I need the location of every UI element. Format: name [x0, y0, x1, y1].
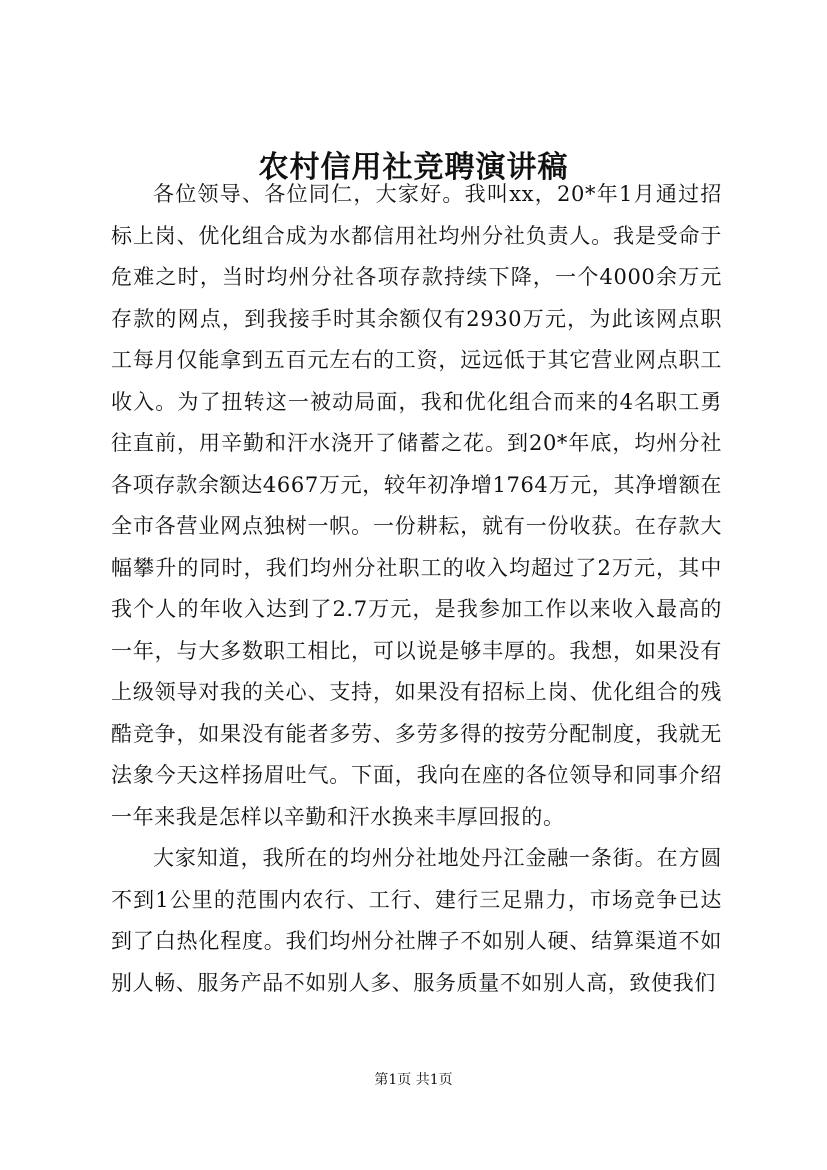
paragraph-2: 大家知道，我所在的均州分社地处丹江金融一条街。在方圆不到1公里的范围内农行、工行、建行三足鼎力，市场竞争已达到了白热化程度。我们均州分社牌子不如别人硬、结算渠道不如别人畅、服务产品不如别人多、服务质量不如别人高，致使我们 [111, 846, 722, 995]
page-footer: 第1页 共1页 [374, 1072, 453, 1088]
document-title: 农村信用社竞聘演讲稿 [258, 150, 569, 185]
paragraph-1: 各位领导、各位同仁，大家好。我叫xx，20*年1月通过招标上岗、优化组合成为水都信用社均州分社负责人。我是受命于危难之时，当时均州分社各项存款持续下降，一个4000余万元存款的网点，到我接手时其余额仅有2930万元，为此该网点职工每月仅能拿到五百元左右的工资，远远低于其它营业网点职工收入。为了扭转这一被动局面，我和优化组合而来的4名职工勇往直前，用辛勤和汗水浇开了储蓄之花。到20*年底，均州分社各项存款余额达4667万元，较年初净增1764万元，其净增额在全市各营业网点独树一帜。一份耕耘，就有一份收获。在存款大幅攀升的同时，我们均州分社职工的收入均超过了2万元，其中我个人的年收入达到了2.7万元，是我参加工作以来收入最高的一年，与大多数职工相比，可以说是够丰厚的。我想，如果没有上级领导对我的关心、支持，如果没有招标上岗、优化组合的残酷竞争，如果没有能者多劳、多劳多得的按劳分配制度，我就无法象今天这样扬眉吐气。下面，我向在座的各位领导和同事介绍一年来我是怎样以辛勤和汗水换来丰厚回报的。 [111, 182, 722, 829]
document-body [111, 174, 722, 1004]
